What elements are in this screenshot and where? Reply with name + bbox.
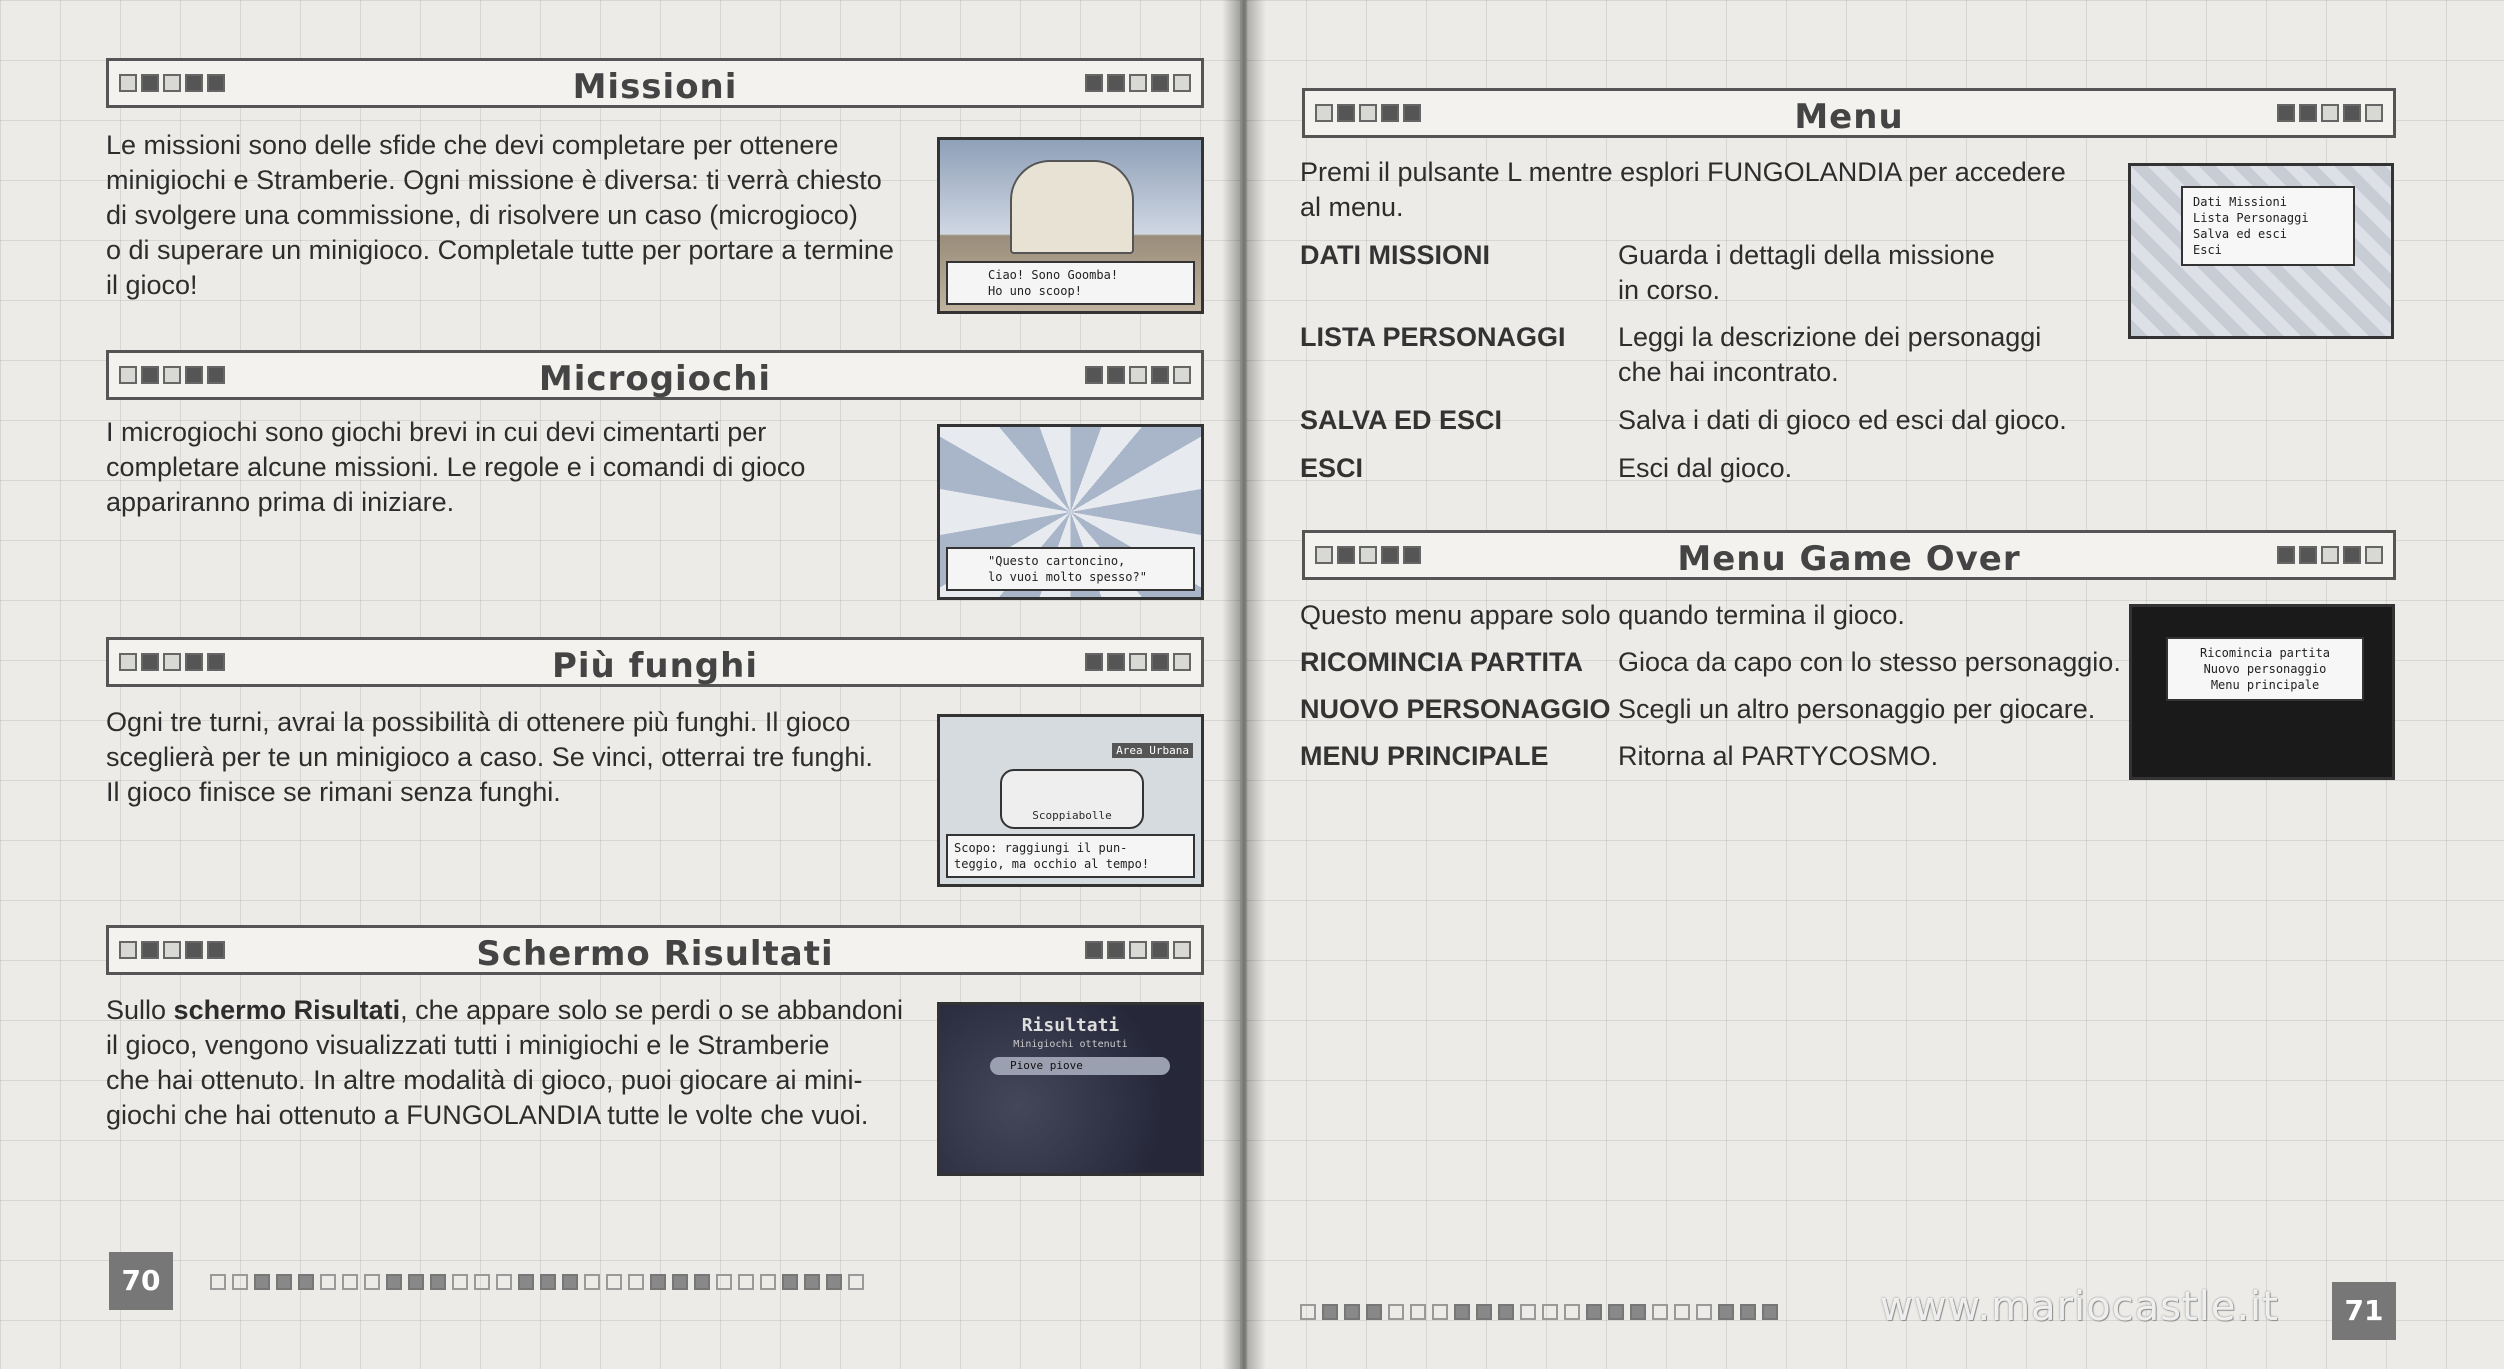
area-label: Area Urbana xyxy=(1112,743,1193,758)
section-title: Missioni xyxy=(572,67,738,107)
game-over-row-menu-principale xyxy=(1300,739,2130,774)
page-number: 70 xyxy=(109,1252,173,1310)
section-title: Menu Game Over xyxy=(1677,539,2021,579)
menu-screenshot-list: Dati Missioni Lista Personaggi Salva ed esci Esci xyxy=(2181,186,2355,266)
risultati-screenshot xyxy=(937,1002,1204,1176)
menu-row-value: Esci dal gioco. xyxy=(1618,453,1793,483)
menu-row-dati-missioni xyxy=(1300,238,2130,308)
book-spine xyxy=(1222,0,1266,1369)
menu-row-key: NUOVO PERSONAGGIO xyxy=(1300,694,1611,724)
menu-row-key: SALVA ED ESCI xyxy=(1300,405,1503,435)
game-over-screenshot xyxy=(2129,604,2395,780)
section-header-microgiochi xyxy=(106,350,1204,400)
section-header-menu xyxy=(1302,88,2396,138)
menu-row-value: Gioca da capo con lo stesso personaggio. xyxy=(1618,647,2121,677)
missioni-text: Le missioni sono delle sfide che devi completare per ottenere minigiochi e Stramberie. Ogni missione è diversa: ti verrà chiesto di svolgere una commissione, di risolvere un caso (microgioco) o di superare un minigioco. Completale tutte per portare a termine il gioco! xyxy=(106,130,894,300)
footer-decoration xyxy=(1300,1302,1778,1322)
section-title: Menu xyxy=(1794,97,1904,137)
watermark: www.mariocastle.it xyxy=(1880,1284,2279,1330)
screenshot-caption: Scopo: raggiungi il pun- teggio, ma occhio al tempo! xyxy=(946,834,1195,878)
section-header-missioni xyxy=(106,58,1204,108)
footer-decoration xyxy=(210,1272,864,1292)
game-over-screenshot-list: Ricomincia partita Nuovo personaggio Menu principale xyxy=(2166,637,2364,701)
menu-row-key: DATI MISSIONI xyxy=(1300,240,1491,270)
section-title: Più funghi xyxy=(551,646,758,686)
piu-funghi-screenshot xyxy=(937,714,1204,887)
screenshot-caption: Ciao! Sono Goomba! Ho uno scoop! xyxy=(946,261,1195,305)
menu-row-value: Leggi la descrizione dei personaggi che hai incontrato. xyxy=(1618,322,2042,387)
menu-row-value: Salva i dati di gioco ed esci dal gioco. xyxy=(1618,405,2067,435)
header-decoration-right xyxy=(1085,73,1191,93)
menu-row-value: Scegli un altro personaggio per giocare. xyxy=(1618,694,2096,724)
header-decoration-right xyxy=(2277,103,2383,123)
header-decoration-right xyxy=(1085,652,1191,672)
menu-row-key: ESCI xyxy=(1300,453,1364,483)
section-title: Microgiochi xyxy=(538,359,772,399)
menu-screenshot xyxy=(2128,163,2394,339)
menu-row-salva-ed-esci xyxy=(1300,403,2130,438)
house-shape xyxy=(1010,160,1134,254)
game-over-row-nuovo-personaggio xyxy=(1300,692,2130,727)
schermo-risultati-text: Sullo schermo Risultati, che appare solo se perdi o se abbandoni il gioco, vengono visualizzati tutti i minigiochi e le Stramberie che hai ottenuto. In altre modalità di gioco, puoi giocare ai mini- giochi che hai ottenuto a FUNGOLANDIA tutte le volte che vuoi. xyxy=(106,995,903,1130)
menu-row-key: LISTA PERSONAGGI xyxy=(1300,322,1566,352)
menu-row-esci xyxy=(1300,451,2130,486)
section-title: Schermo Risultati xyxy=(476,934,834,974)
page-number: 71 xyxy=(2332,1282,2396,1340)
header-decoration-right xyxy=(1085,365,1191,385)
menu-row-key: MENU PRINCIPALE xyxy=(1300,741,1549,771)
menu-row-lista-personaggi xyxy=(1300,320,2130,390)
menu-row-value: Guarda i dettagli della missione in corso. xyxy=(1618,240,1995,305)
risultati-title: Risultati xyxy=(1021,1015,1120,1036)
risultati-item: Piove piove xyxy=(990,1057,1170,1075)
risultati-subtitle: Minigiochi ottenuti xyxy=(1013,1039,1128,1050)
menu-intro-text: Premi il pulsante L mentre esplori FUNGOLANDIA per accedere al menu. xyxy=(1300,157,2066,222)
screenshot-caption: "Questo cartoncino, lo vuoi molto spesso?" xyxy=(946,547,1195,591)
section-header-menu-game-over xyxy=(1302,530,2396,580)
header-decoration-right xyxy=(1085,940,1191,960)
microgiochi-text: I microgiochi sono giochi brevi in cui devi cimentarti per completare alcune missioni. Le regole e i comandi di gioco appariranno prima di iniziare. xyxy=(106,417,806,517)
game-over-intro-text: Questo menu appare solo quando termina il gioco. xyxy=(1300,600,1905,630)
menu-row-value: Ritorna al PARTYCOSMO. xyxy=(1618,741,1939,771)
section-header-piu-funghi xyxy=(106,637,1204,687)
game-over-row-ricomincia xyxy=(1300,645,2130,680)
piu-funghi-text: Ogni tre turni, avrai la possibilità di ottenere più funghi. Il gioco sceglierà per te un minigioco a caso. Se vinci, otterrai tre funghi. Il gioco finisce se rimani senza funghi. xyxy=(106,707,873,807)
microgiochi-screenshot xyxy=(937,424,1204,600)
section-header-schermo-risultati xyxy=(106,925,1204,975)
header-decoration-right xyxy=(2277,545,2383,565)
missioni-screenshot xyxy=(937,137,1204,314)
minigame-name-box: Scoppiabolle xyxy=(1000,769,1144,829)
menu-row-key: RICOMINCIA PARTITA xyxy=(1300,647,1583,677)
